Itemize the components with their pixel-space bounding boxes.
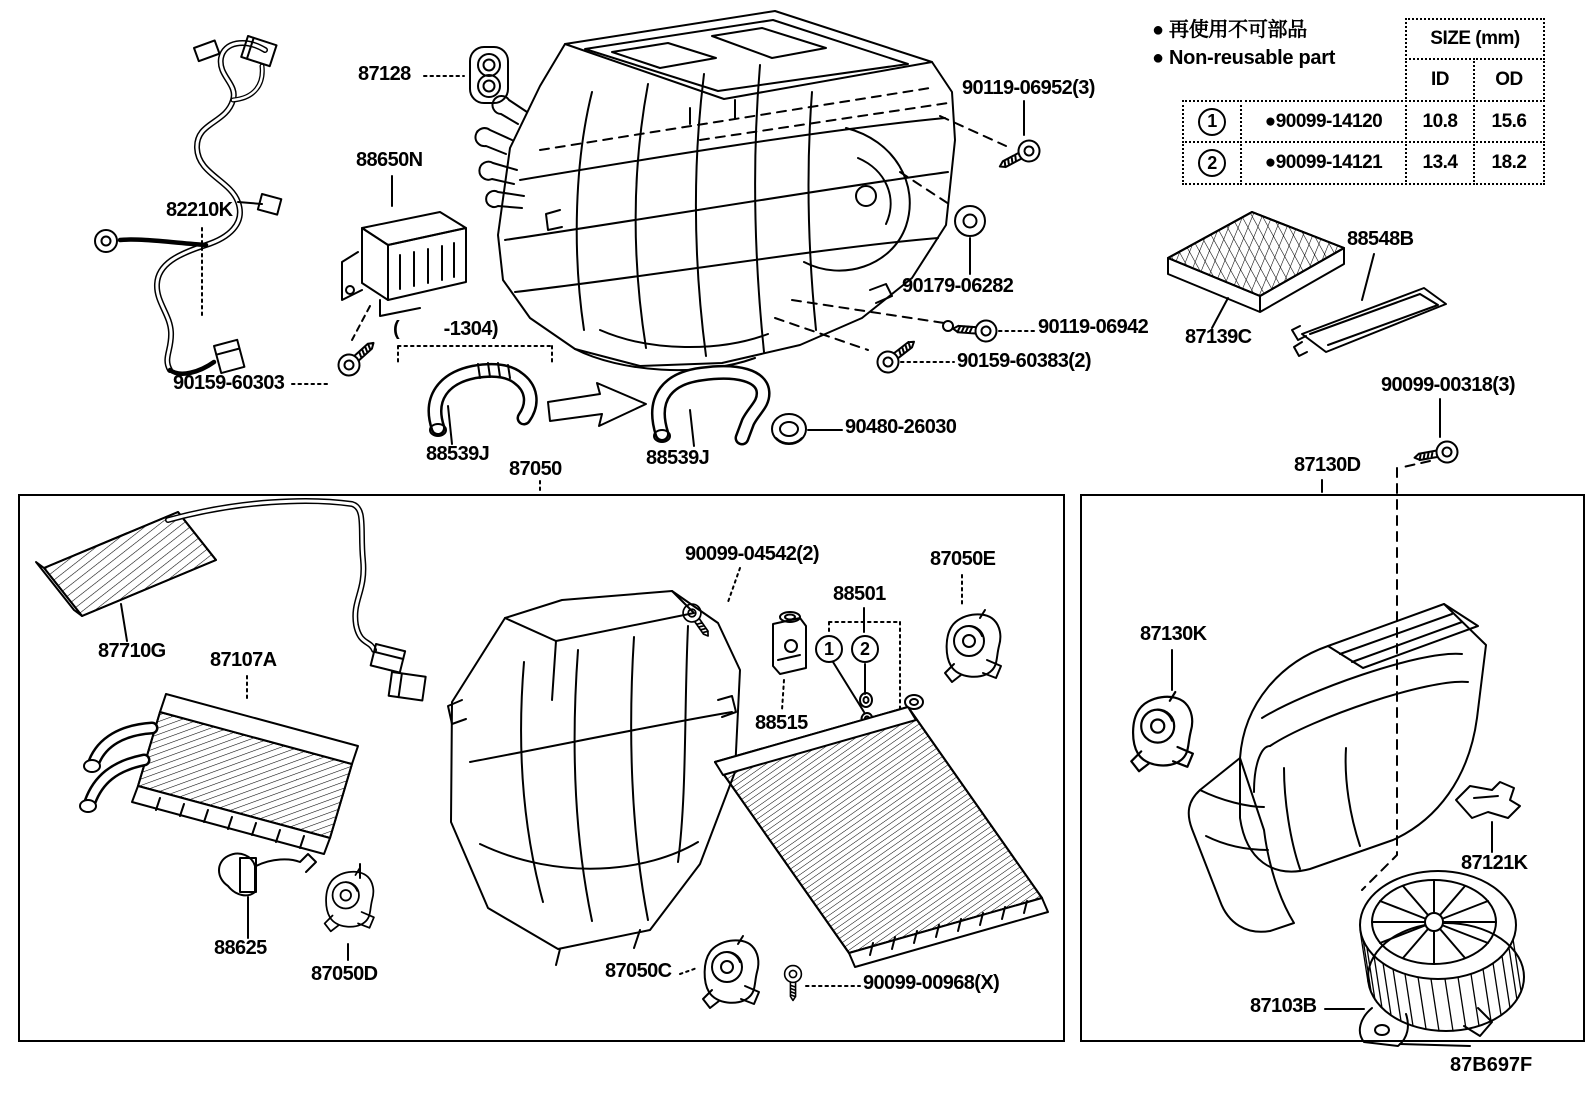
- size-table-row2-id: 13.4: [1405, 141, 1475, 185]
- direction-arrow-icon: [548, 383, 646, 426]
- grommet-90480-26030-art: [772, 414, 842, 444]
- callout-87139C: 87139C: [1185, 326, 1252, 348]
- size-table-title: SIZE (mm): [1405, 18, 1545, 60]
- callout-87107A: 87107A: [210, 649, 277, 671]
- callout-87050C: 87050C: [605, 960, 672, 982]
- size-table-col-od: OD: [1473, 58, 1545, 102]
- amplifier-88650N-art: [342, 176, 466, 340]
- callout-90099-00968: 90099-00968(X): [863, 972, 1000, 994]
- callout-88625: 88625: [214, 937, 267, 959]
- callout-87121K: 87121K: [1461, 852, 1528, 874]
- callout-88501: 88501: [833, 583, 886, 605]
- callout-87050: 87050: [509, 458, 562, 480]
- size-table-col-id: ID: [1405, 58, 1475, 102]
- size-table-row2-ref: [1182, 141, 1242, 185]
- size-table-row1-part: ●90099-14120: [1240, 100, 1407, 143]
- size-table-row2-part: ●90099-14121: [1240, 141, 1407, 185]
- callout-90159-60303: 90159-60303: [173, 372, 285, 394]
- cover-88548B-art: [1292, 254, 1446, 356]
- bracket-1304-art: [398, 346, 552, 364]
- legend-jp: ● 再使用不可部品: [1152, 19, 1307, 41]
- size-table-row1-id: 10.8: [1405, 100, 1475, 143]
- size-table-row1-ref: [1182, 100, 1242, 143]
- left-assembly-box-87050: [18, 494, 1065, 1042]
- right-assembly-box-87130D: [1080, 494, 1585, 1042]
- callout-82210K: 82210K: [166, 199, 233, 221]
- callout-88548B: 88548B: [1347, 228, 1414, 250]
- callout-88539J: 88539J: [646, 447, 710, 469]
- screw-90159-60303-art: [202, 228, 381, 384]
- screw-90159-60383-art: [775, 318, 954, 377]
- callout-87128: 87128: [358, 63, 411, 85]
- diagram-circled-1: 1: [815, 635, 843, 663]
- filter-87139C-art: [1168, 212, 1344, 328]
- callout-bracket-1304: ( -1304): [393, 318, 498, 340]
- callout-87050E: 87050E: [930, 548, 996, 570]
- callout-88650N: 88650N: [356, 149, 423, 171]
- hose-88539J-early-art: [430, 363, 530, 444]
- grommet-90179-06282-art: [900, 172, 985, 274]
- callout-87130D: 87130D: [1294, 454, 1361, 476]
- drawing-code: 87B697F: [1450, 1054, 1533, 1076]
- callout-87710G: 87710G: [98, 640, 166, 662]
- size-table-row1-od: 15.6: [1473, 100, 1545, 143]
- callout-90099-04542: 90099-04542(2): [685, 543, 819, 565]
- grommet-87128-art: [424, 47, 508, 103]
- callout-90179-06282: 90179-06282: [902, 275, 1014, 297]
- size-table-row2-od: 18.2: [1473, 141, 1545, 185]
- callout-90159-60383: 90159-60383(2): [957, 350, 1091, 372]
- callout-90119-06942: 90119-06942: [1038, 316, 1149, 338]
- legend-en: ● Non-reusable part: [1152, 47, 1336, 69]
- circled-ref-1: 1: [1198, 108, 1226, 136]
- callout-88515: 88515: [755, 712, 808, 734]
- callout-87130K: 87130K: [1140, 623, 1207, 645]
- circled-ref-2: 2: [1198, 149, 1226, 177]
- callout-90099-00318: 90099-00318(3): [1381, 374, 1515, 396]
- main-hvac-assembly-art: [476, 11, 955, 370]
- callout-87050D: 87050D: [311, 963, 378, 985]
- callout-88539J-early: 88539J: [426, 443, 490, 465]
- callout-87103B: 87103B: [1250, 995, 1317, 1017]
- hose-88539J-art: [654, 372, 763, 446]
- legend: [1152, 16, 1335, 72]
- callout-90480-26030: 90480-26030: [845, 416, 957, 438]
- diagram-circled-2: 2: [851, 635, 879, 663]
- callout-90119-06952: 90119-06952(3): [962, 77, 1095, 99]
